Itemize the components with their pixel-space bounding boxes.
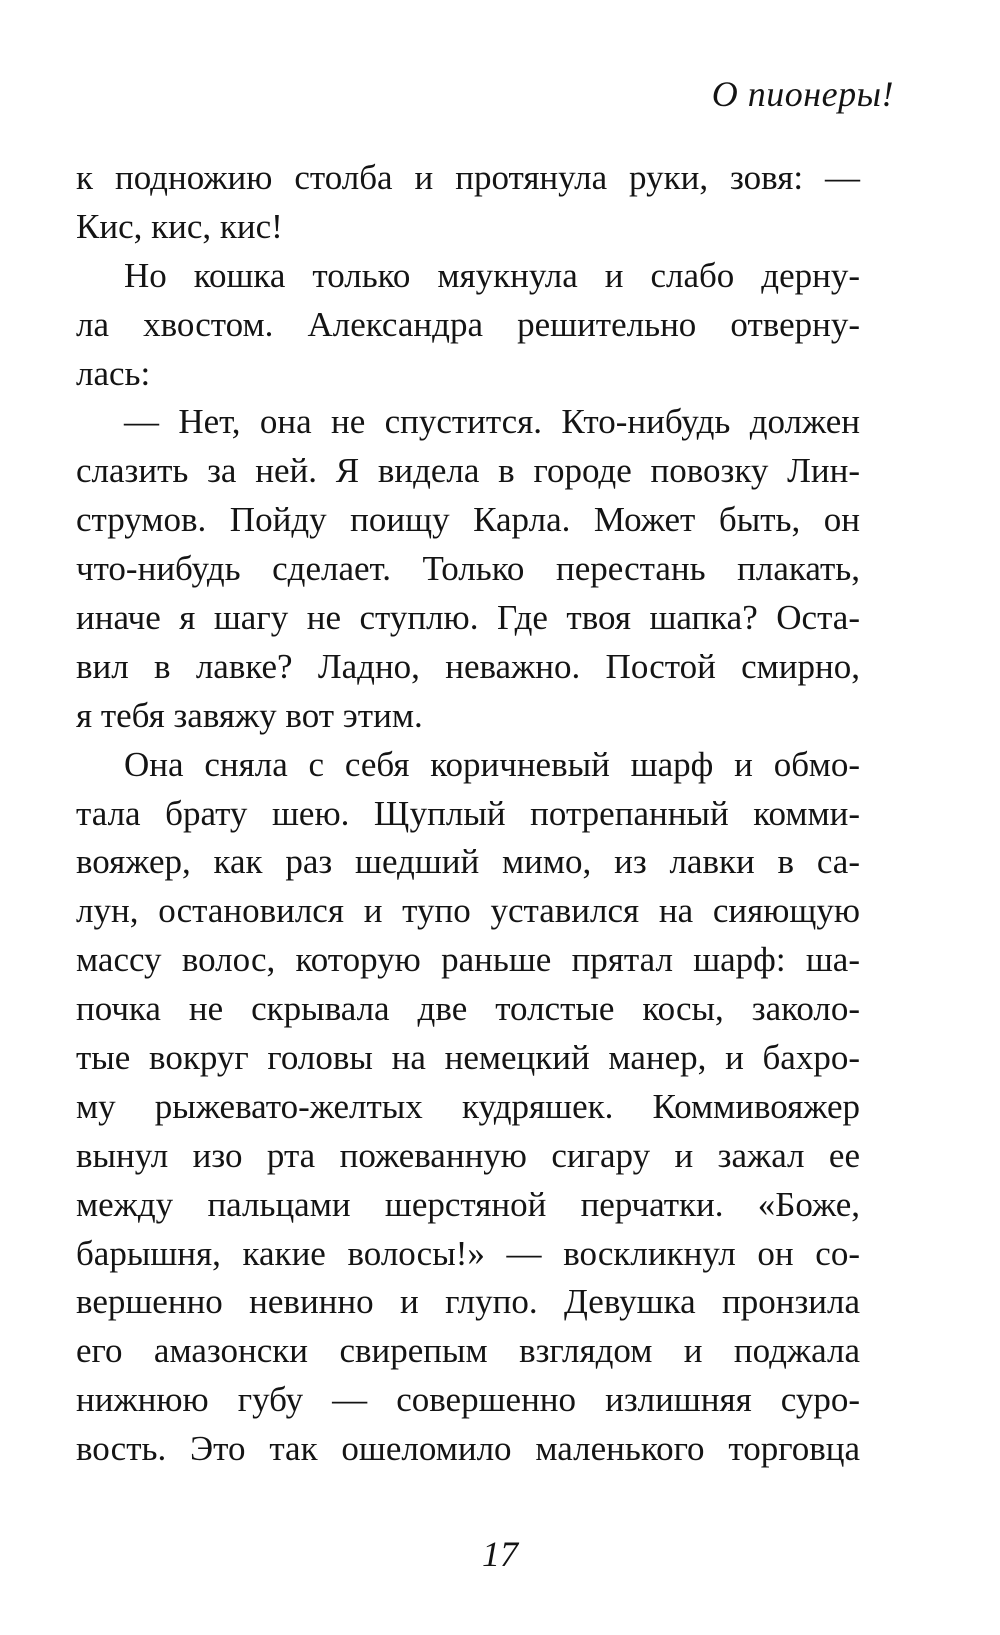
text-line: Она сняла с себя коричневый шарф и обмо- [124,744,860,784]
text-line: массу волос, которую раньше прятал шарф: ша- [76,940,860,980]
text-line: вершенно невинно и глупо. Девушка пронзила [76,1282,860,1322]
text-line: вынул изо рта пожеванную сигару и зажал ее [76,1135,860,1175]
text-line: вил в лавке? Ладно, неважно. Постой смирно, [76,646,860,686]
text-line: Кис, кис, кис! [76,206,283,246]
text-line: тала брату шею. Щуплый потрепанный комми- [76,793,860,833]
text-line: нижнюю губу — совершенно излишняя суро- [76,1380,860,1420]
text-line: барышня, какие волосы!» — воскликнул он со- [76,1233,860,1273]
text-line: ла хвостом. Александра решительно отверну- [76,304,860,344]
text-line: почка не скрывала две толстые косы, заколо- [76,989,860,1029]
page-number: 17 [482,1534,518,1574]
text-line: лун, остановился и тупо уставился на сияющую [76,891,860,931]
text-line: иначе я шагу не ступлю. Где твоя шапка? Оста- [76,598,860,638]
text-line: вость. Это так ошеломило маленького торговца [76,1429,860,1469]
text-line: что-нибудь сделает. Только перестань плакать, [76,549,860,589]
text-line: слазить за ней. Я видела в городе повозку Лин- [76,451,860,491]
text-line: — Нет, она не спустится. Кто-нибудь должен [124,402,860,442]
text-line: между пальцами шерстяной перчатки. «Боже, [76,1184,860,1224]
running-head: О пионеры! [711,74,894,114]
text-line: му рыжевато-желтых кудряшек. Коммивояжер [76,1086,860,1126]
text-line: его амазонски свирепым взглядом и поджала [76,1331,860,1371]
text-line: тые вокруг головы на немецкий манер, и бахро- [76,1038,860,1078]
text-line: я тебя завяжу вот этим. [76,695,423,735]
text-line: Но кошка только мяукнула и слабо дерну- [124,255,860,295]
text-line: вояжер, как раз шедший мимо, из лавки в са- [76,842,860,882]
body-text [76,154,860,1474]
text-line: лась: [76,353,151,393]
text-line: к подножию столба и протянула руки, зовя: — [76,158,860,197]
text-line: струмов. Пойду поищу Карла. Может быть, он [76,500,860,540]
